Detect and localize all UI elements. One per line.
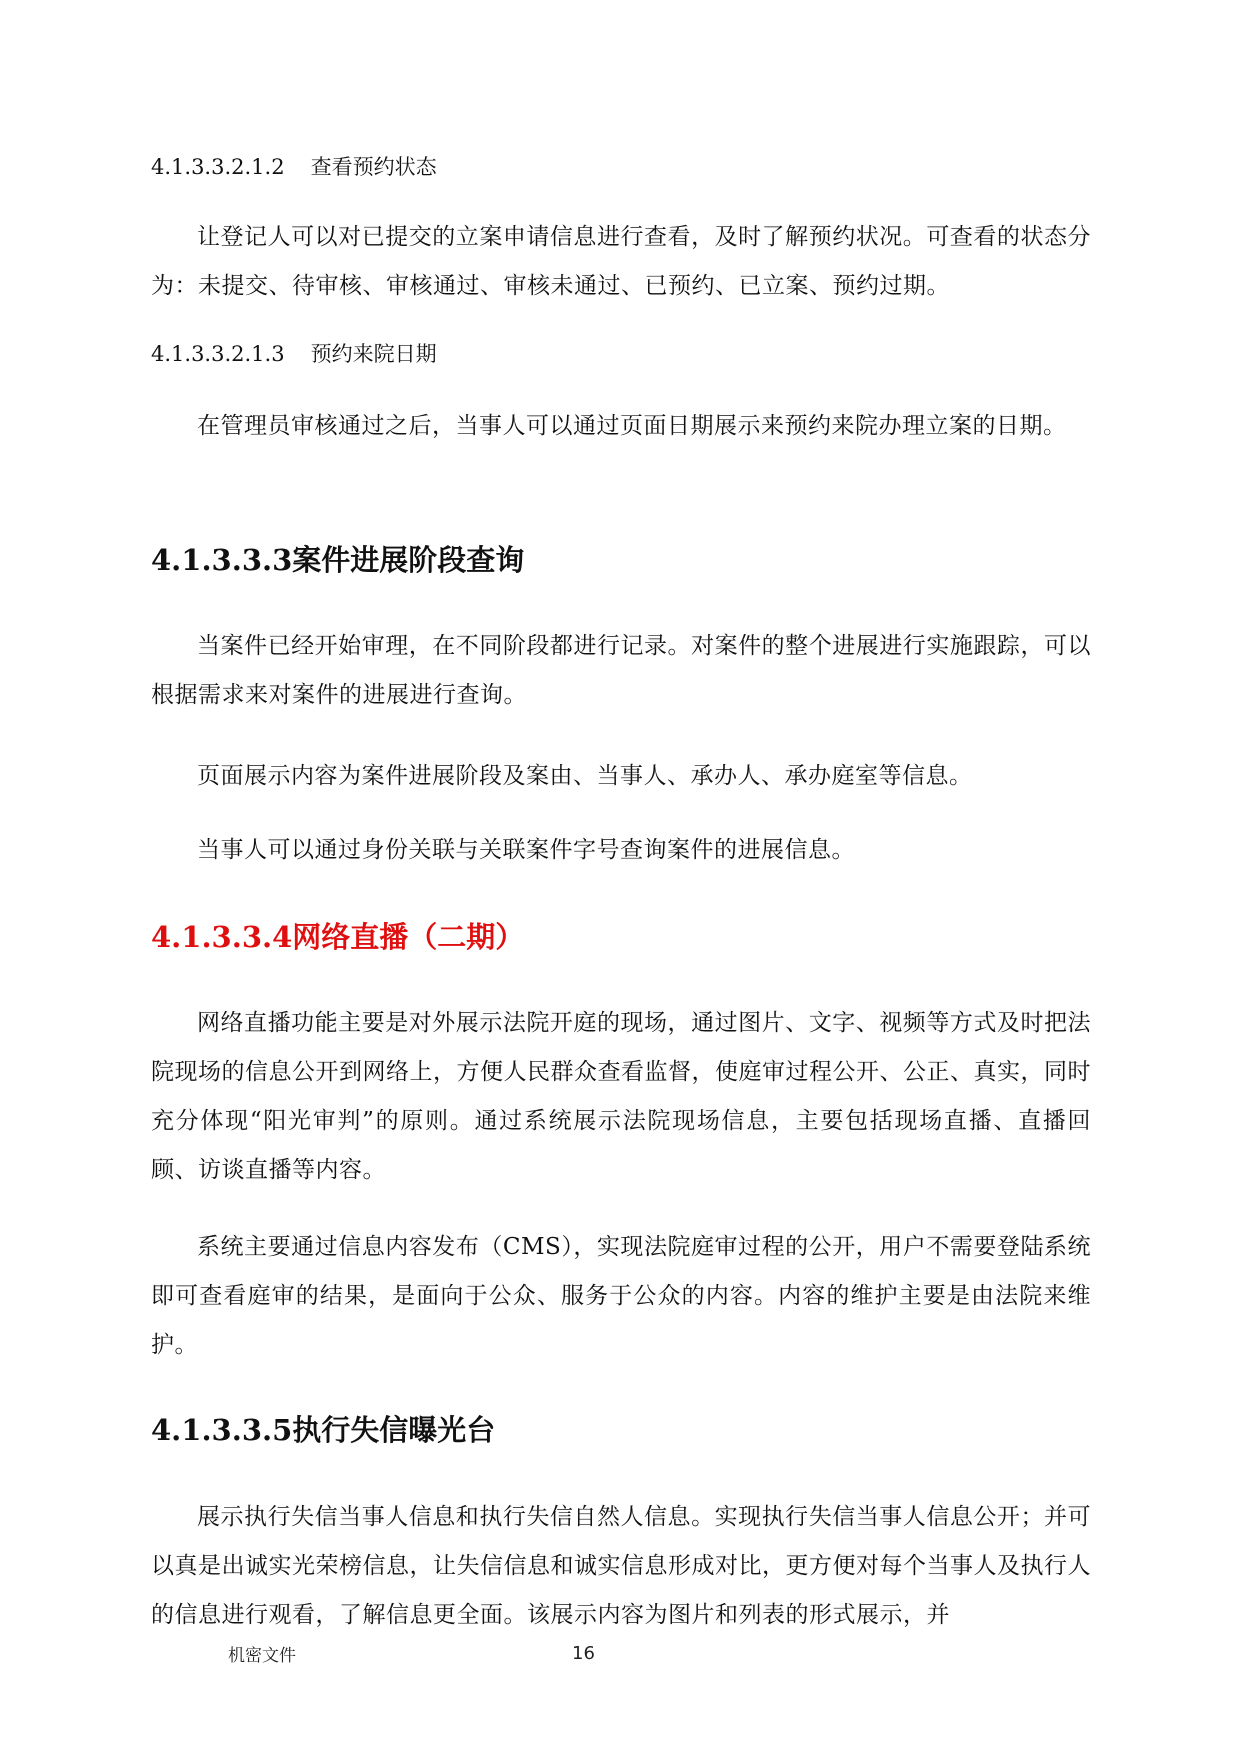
footer-page-number: 16: [572, 1643, 595, 1664]
subheading-view-reservation-status: [151, 152, 1091, 182]
paragraph-live-broadcast-1: 网络直播功能主要是对外展示法院开庭的现场，通过图片、文字、视频等方式及时把法院现场的信息公开到网络上，方便人民群众查看监督，使庭审过程公开、公正、真实，同时充分体现“阳光审判”的原则。通过系统展示法院现场信息，主要包括现场直播、直播回顾、访谈直播等内容。: [151, 1010, 1091, 1183]
heading-case-progress-query: 4.1.3.3.3案件进展阶段查询: [151, 543, 525, 577]
paragraph-case-progress-3: 当事人可以通过身份关联与关联案件字号查询案件的进展信息。: [197, 837, 855, 863]
subheading-number: 4.1.3.3.2.1.2: [151, 155, 285, 179]
footer-confidential-label: 机密文件: [228, 1646, 296, 1666]
paragraph-reservation-date: 在管理员审核通过之后，当事人可以通过页面日期展示来预约来院办理立案的日期。: [197, 413, 1067, 439]
paragraph-case-progress-2: 页面展示内容为案件进展阶段及案由、当事人、承办人、承办庭室等信息。: [197, 763, 973, 789]
paragraph-reservation-status: 让登记人可以对已提交的立案申请信息进行查看，及时了解预约状况。可查看的状态分为：未提交、待审核、审核通过、审核未通过、已预约、已立案、预约过期。: [151, 224, 1091, 299]
heading-live-broadcast: 4.1.3.3.4网络直播（二期）: [151, 920, 525, 954]
subheading-number: 4.1.3.3.2.1.3: [151, 342, 285, 366]
paragraph-live-broadcast-2: 系统主要通过信息内容发布（CMS），实现法院庭审过程的公开，用户不需要登陆系统即可查看庭审的结果，是面向于公众、服务于公众的内容。内容的维护主要是由法院来维护。: [151, 1234, 1091, 1358]
paragraph-dishonest-exposure: 展示执行失信当事人信息和执行失信自然人信息。实现执行失信当事人信息公开；并可以真是出诚实光荣榜信息，让失信信息和诚实信息形成对比，更方便对每个当事人及执行人的信息进行观看，了解信息更全面。该展示内容为图片和列表的形式展示，并: [151, 1504, 1091, 1628]
heading-dishonest-exposure: 4.1.3.3.5执行失信曝光台: [151, 1413, 496, 1447]
subheading-title: 预约来院日期: [310, 342, 437, 366]
subheading-title: 查看预约状态: [310, 155, 437, 179]
paragraph-case-progress-1: 当案件已经开始审理，在不同阶段都进行记录。对案件的整个进展进行实施跟踪，可以根据需求来对案件的进展进行查询。: [151, 633, 1091, 708]
subheading-reservation-date: [151, 339, 1091, 369]
